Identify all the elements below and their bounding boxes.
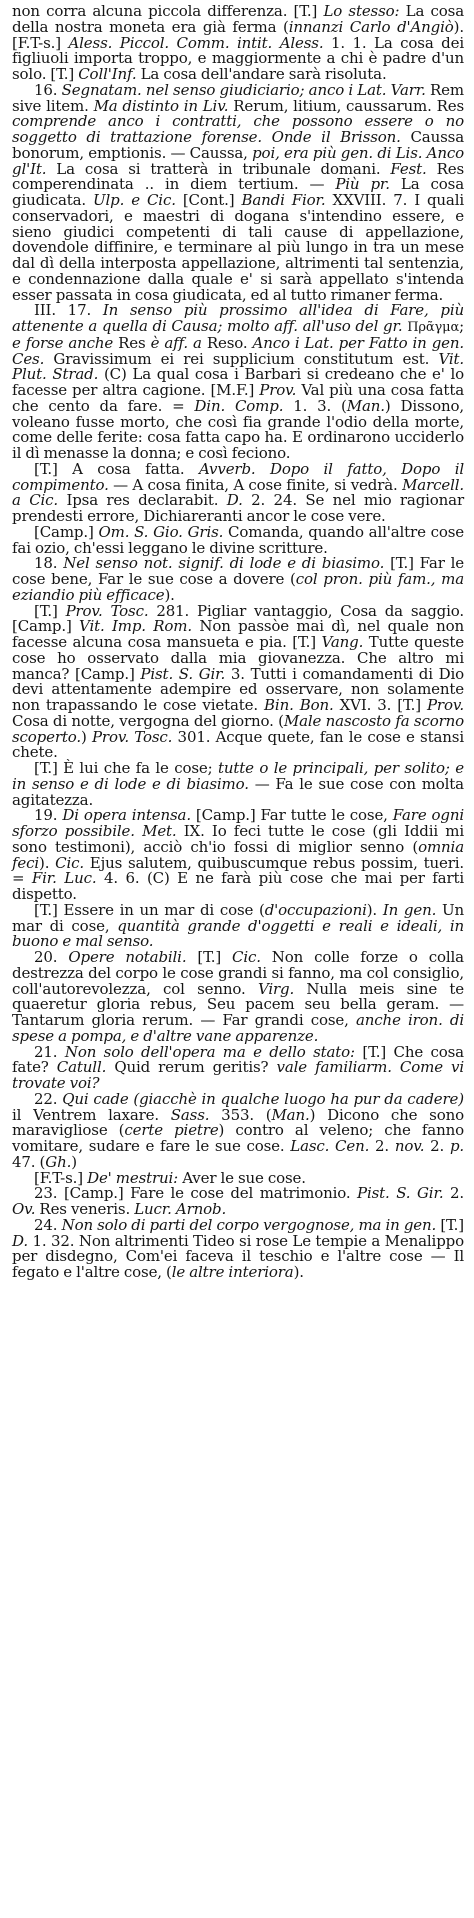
body-text: [Cont.] (175, 191, 242, 209)
italic-text: poi, era più gen. di Lis. Anco gl'It. (12, 143, 464, 178)
body-text: 19. (34, 806, 63, 825)
body-text: 2. (424, 1137, 450, 1155)
body-text: ; (459, 317, 464, 335)
italic-text: Fir. Luc. (31, 869, 97, 888)
body-text: Un mar di cose, (12, 900, 464, 935)
body-text: 16. (34, 80, 62, 99)
italic-text: Om. S. Gio. Gris. (98, 522, 224, 541)
italic-text: col pron. più fam., ma eziandio più efficace (12, 570, 464, 604)
body-text: Cosa di notte, vergogna del giorno. ( (12, 711, 284, 730)
italic-text: Coll'Inf. (78, 65, 137, 83)
body-text: 4. 6. (C) E ne farà più cose che mai per farti dispetto. (12, 869, 464, 903)
italic-text: Lucr. Arnob. (134, 1200, 227, 1218)
body-text: III. 17. (34, 301, 103, 320)
italic-text: In senso più prossimo all'idea di Fare, più attenente a quella di Causa; molto aff. all'uso del gr. (12, 301, 464, 335)
entry-paragraph-sec-17b (12, 459, 464, 525)
italic-text: Ma distinto in Liv. (93, 96, 229, 115)
italic-text: Nel senso not. signif. di lode e di biasimo. (63, 554, 385, 573)
italic-text: Pist. S. Gir. (357, 1184, 444, 1203)
italic-text: Più pr. (335, 175, 390, 194)
body-text: 1. 1. La cosa dei figliuoli importa troppo, e maggiormente a chi è padre d'un solo. [T.] (12, 33, 464, 83)
body-text: — A cosa finita, A cose finite, si vedrà. (108, 475, 403, 494)
italic-text: Ov. (12, 1200, 36, 1218)
body-text: La cosa della nostra moneta era già ferma ( (12, 2, 464, 36)
italic-text: D. (226, 491, 243, 510)
body-text: ) Dicono che sono maravigliose ( (12, 1105, 464, 1140)
italic-text: vale familiarm. Come vi trovate voi? (12, 1058, 465, 1092)
body-text: XVI. 3. [T.] (333, 696, 427, 714)
body-text: IX. Io feci tutte le cose (gli Iddii mi sono testimoni), acciò ch'io fossi di miglior senno ( (12, 822, 464, 856)
italic-text: Din. Comp. (194, 396, 284, 415)
entry-paragraph-sec-18b (12, 601, 465, 762)
body-text: [T.] (34, 601, 66, 620)
body-text: 1. 3. ( (283, 396, 347, 415)
body-text: ). [F.T-s.] (12, 17, 464, 52)
italic-text: Prov. Tosc. (65, 601, 149, 620)
body-text: 3. Tutti i comandamenti di Dio devi attentamente adempire ed osservare, non solamente non trapassando le cose vietate. (12, 664, 464, 714)
italic-text: Prov. (259, 381, 297, 399)
italic-text: Ulp. e Cic. (93, 191, 176, 209)
body-text: 23. [Camp.] Fare le cose del matrimonio. (34, 1184, 358, 1203)
body-text: Res comperendinata .. in diem tertium. — (12, 159, 464, 194)
italic-text: Non solo dell'opera ma e dello stato: (64, 1042, 355, 1061)
body-text: 24. (34, 1215, 62, 1234)
body-text: Val più una cosa fatta che cento da fare. = (12, 381, 464, 415)
body-text: [T.] Far le cose bene, Far le sue cose a dovere ( (12, 554, 464, 588)
body-text: [F.T-s.] (34, 1168, 88, 1187)
italic-text: Lasc. Cen. (290, 1137, 370, 1155)
italic-text: Lo stesso: (323, 2, 400, 20)
body-text: Ejus salutem, quibuscumque rebus possim, tueri. = (12, 853, 464, 888)
italic-text: omnia feci (12, 837, 464, 872)
italic-text: Bin. Bon. (264, 696, 334, 714)
italic-text: In gen. (382, 900, 437, 919)
body-text: 301. Acque quete, fan le cose e stansi chete. (12, 727, 464, 762)
body-text: 20. (34, 948, 69, 966)
body-text: 2. (369, 1137, 395, 1155)
body-text: ). (39, 853, 56, 872)
body-text: XXVIII. 7. I quali conservadori, e maestri di dogana s'intendino essere, e sieno giudici competenti di tali cause di appellazione, dovendole diffinire, e terminare al più lungo in tra un mese dal dì della interposta appellazione, altrimenti tal sentenzia, e condennazione dalla quale e' si sarà appellato s'intenda esser passata in cosa giudicata, ed al tutto rimaner ferma. (12, 191, 465, 304)
body-text: [Camp.] Far tutte le cose, (190, 806, 393, 825)
body-text: ). (164, 585, 175, 604)
body-text: Res (113, 333, 151, 352)
italic-text: Segnatam. nel senso giudiciario; anco i Lat. (61, 80, 387, 99)
italic-text: Catull. (56, 1058, 107, 1077)
entry-paragraph-sec-23 (12, 1186, 464, 1218)
entry-paragraph-sec-19 (12, 808, 464, 903)
italic-text: Vang. (321, 633, 364, 651)
body-text: ). (293, 1263, 304, 1281)
body-text: non corra alcuna piccola differenza. [T.] (12, 2, 324, 20)
body-text: 2. (443, 1184, 464, 1203)
entry-paragraph-sec-22 (12, 1089, 465, 1171)
italic-text: Sass. (170, 1105, 210, 1124)
body-text: ) Dissono, voleano fusse morto, che così fia grande l'odio della morte, come delle ferite: cosa fatta capo ha. E ordinarono ucciderlo il dì menasse la donna; e così feciono. (12, 396, 464, 462)
italic-text: Cic. (55, 853, 84, 872)
entry-paragraph-sec-20 (12, 950, 464, 1045)
italic-text: Vit. Plut. Strad. (12, 349, 464, 384)
body-text: [T.] (436, 1215, 465, 1234)
body-text: 353. ( (209, 1105, 272, 1124)
italic-text: Pist. S. Gir. (140, 664, 226, 683)
body-text: [T.] A cosa fatta. (34, 459, 199, 478)
italic-text: Di opera intensa. (62, 806, 191, 825)
italic-text: Gh. (45, 1152, 72, 1171)
body-text: (C) La qual cosa i Barbari si credeano che e' lo facesse per altra cagione. [M.F.] (12, 365, 464, 399)
body-text: La cosa giudicata. (12, 175, 465, 209)
body-text: Ipsa res declarabit. (58, 491, 227, 510)
italic-text: Anco i Lat. per Fatto in gen. Ces. (12, 333, 465, 368)
body-text: 21. (34, 1042, 65, 1061)
body-text: Reso. (201, 333, 253, 352)
italic-text: d'occupazioni (264, 900, 367, 919)
entry-paragraph-sec-17 (12, 303, 464, 462)
italic-text: e forse anche (12, 333, 114, 352)
body-text: Nulla meis sine te quaeretur gloria rebus, Seu pacem seu bella geram. — Tantarum gloria rerum. — Far grandi cose, (12, 979, 464, 1029)
body-text: Non passòe mai dì, nel quale non facesse alcuna cosa mansueta e pia. [T.] (12, 617, 465, 651)
body-text: Caussa bonorum, emptionis. — Caussa, (12, 128, 464, 162)
entry-paragraph-sec-18 (12, 556, 464, 603)
entry-paragraph-sec-16 (12, 80, 465, 304)
italic-text: quantità grande d'oggetti e reali e ideali, in buono e mal senso. (12, 916, 464, 951)
italic-text: comprende anco i contratti, che possono essere o no soggetto di trattazione forense. Onde il Brisson. (12, 112, 464, 146)
italic-text: Man. (346, 396, 385, 415)
italic-text: certe pietre (124, 1121, 219, 1140)
body-text: Aver le sue cose. (178, 1168, 306, 1187)
italic-text: D. (12, 1231, 28, 1250)
body-text: Res veneris. (35, 1200, 135, 1218)
entry-paragraph-sec-24 (12, 1215, 465, 1281)
greek-text: Πρᾶγμα (407, 320, 460, 335)
italic-text: Bandi Fior. (241, 191, 326, 209)
italic-text: anche iron. di spese a pompa, e d'altre vane apparenze. (12, 1011, 464, 1045)
italic-text: Avverb. Dopo il fatto, Dopo il compimento. (12, 459, 464, 494)
body-text: Gravissimum ei rei supplicium constitutum est. (44, 349, 439, 368)
body-text: il Ventrem laxare. (12, 1105, 171, 1124)
italic-text: tutte o le principali, per solito; e in senso e di lode e di biasimo. (12, 759, 464, 793)
body-text: 1. 32. Non altrimenti Tideo si rose Le tempie a Menalippo per disdegno, Com'ei faceva il teschio e l'altre cose — Il fegato e l'altre cose, ( (12, 1231, 464, 1281)
body-text: [T.] Essere in un mar di cose ( (34, 900, 265, 919)
body-text: ). (366, 900, 383, 919)
italic-text: Aless. Piccol. Comm. intit. Aless. (68, 33, 324, 52)
body-text: — Fa le sue cose con molta agitatezza. (12, 774, 464, 809)
italic-text: Male nascosto fa scorno scoperto. (12, 711, 464, 746)
italic-text: Varr. (390, 80, 426, 99)
italic-text: Marcell. a Cic. (12, 475, 464, 510)
body-text: Non colle forze o colla destrezza del corpo le cose grandi si fanno, ma col consiglio, coll'autorevolezza, col senno. (12, 948, 464, 998)
body-text: 47. ( (12, 1152, 46, 1171)
body-text: Rem sive litem. (12, 80, 464, 115)
italic-text: p. (449, 1137, 465, 1155)
body-text: ) (81, 727, 92, 746)
italic-text: Prov. Tosc. (91, 727, 173, 746)
italic-text: Man. (271, 1105, 310, 1124)
body-text: [Camp.] (34, 522, 99, 541)
entry-paragraph-cont-top (12, 4, 464, 83)
italic-text: è aff. a (150, 333, 202, 352)
body-text: [T.] (186, 948, 233, 966)
body-text: ) (71, 1152, 77, 1171)
italic-text: Vit. Imp. Rom. (79, 617, 192, 636)
body-text: [T.] Che cosa fate? (12, 1042, 464, 1077)
entry-paragraph-sec-18c (12, 761, 464, 808)
body-text: 281. Pigliar vantaggio, Cosa da saggio. [Camp.] (12, 601, 464, 636)
italic-text: innanzi Carlo d'Angiò (288, 17, 454, 36)
italic-text: Cic. (232, 948, 261, 966)
italic-text: nov. (394, 1137, 425, 1155)
italic-text: Prov. (426, 696, 464, 714)
italic-text: Fare ogni sforzo possibile. Met. (12, 806, 465, 840)
body-text: Tutte queste cose ho osservato dalla mia giovanezza. Che altro mi manca? [Camp.] (12, 633, 464, 683)
entry-paragraph-sec-17c (12, 522, 464, 557)
italic-text: Opere notabili. (68, 948, 187, 966)
body-text: 22. (34, 1089, 63, 1108)
body-text: 18. (34, 554, 64, 573)
entry-paragraph-sec-19b (12, 900, 464, 951)
body-text: Rerum, litium, caussarum. Res (228, 96, 464, 115)
entry-paragraph-sec-21 (12, 1042, 465, 1092)
body-text: Quid rerum geritis? (106, 1058, 277, 1077)
body-text: [T.] È lui che fa le cose; (34, 759, 218, 777)
italic-text: Virg. (257, 979, 295, 998)
italic-text: Qui cade (giacchè in qualche luogo ha pur da cadere) (62, 1089, 464, 1108)
italic-text: De' mestrui: (87, 1168, 179, 1187)
body-text: 2. 24. Se nel mio ragionar prendesti errore, Dichiareranti ancor le cose vere. (12, 491, 464, 525)
body-text: La cosa dell'andare sarà risoluta. (136, 65, 387, 83)
italic-text: Fest. (390, 159, 427, 178)
body-text: La cosa si tratterà in tribunale domani. (46, 159, 391, 178)
italic-text: le altre interiora (171, 1263, 294, 1281)
italic-text: Non solo di parti del corpo vergognose, ma in gen. (61, 1215, 437, 1234)
body-text: ) contro al veleno; che fanno vomitare, sudare e fare le sue cose. (12, 1121, 464, 1155)
body-text: Comanda, quando all'altre cose fai ozio, ch'essi leggano le divine scritture. (12, 522, 464, 557)
